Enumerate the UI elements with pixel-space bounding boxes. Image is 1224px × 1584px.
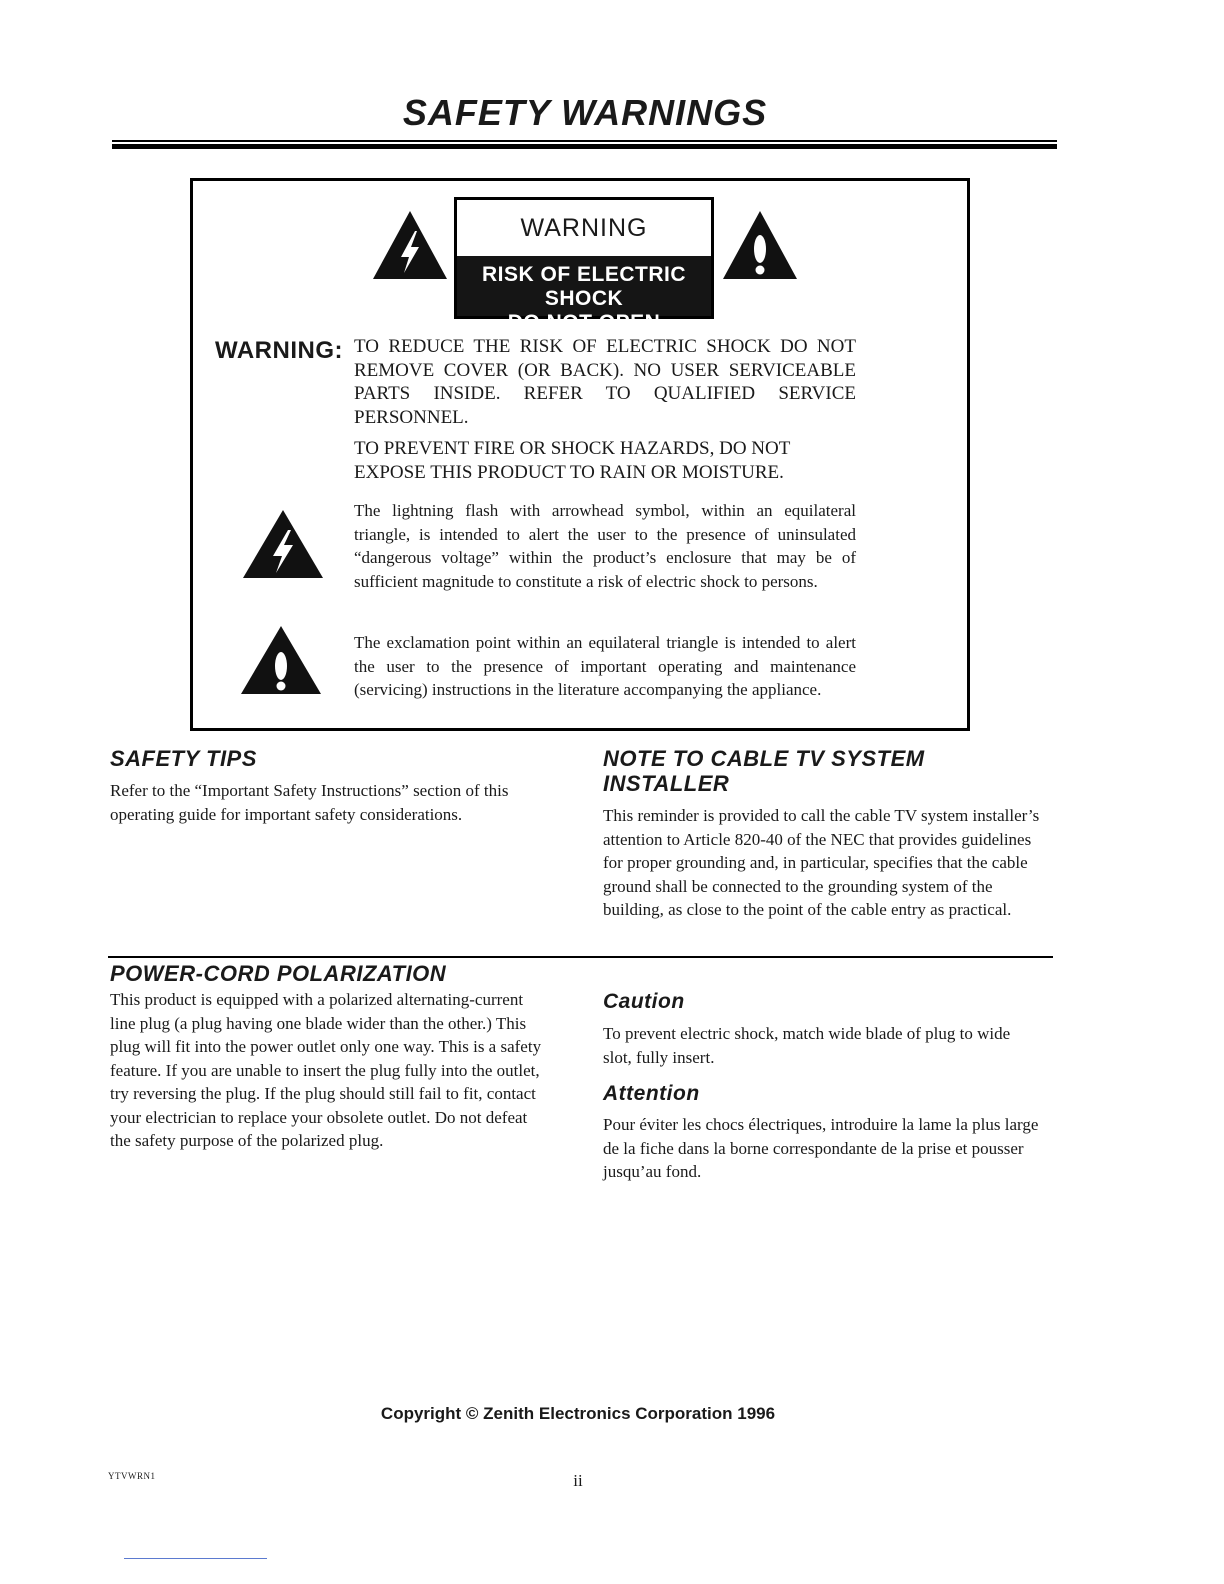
warning-label-line2: DO NOT OPEN bbox=[507, 311, 661, 334]
cable-note-text: This reminder is provided to call the cable TV system installer’s attention to Article 820-40 of the NEC that provides guidelines for proper grounding and, in particular, specifies that the cable ground shall be connected to the grounding system of the building, as close to the point of the cable entry as practical. bbox=[603, 806, 1040, 919]
safety-tips-text: Refer to the “Important Safety Instructions” section of this operating guide for important safety considerations. bbox=[110, 781, 509, 824]
attention-text: Pour éviter les chocs électriques, introduire la lame la plus large de la fiche dans la borne correspondante de la prise et pousser jusqu’au fond. bbox=[603, 1115, 1039, 1181]
page-number: ii bbox=[573, 1471, 583, 1490]
exclamation-symbol-description: The exclamation point within an equilateral triangle is intended to alert the user to the presence of important operating and maintenance (servicing) instructions in the literature accompanying the appliance. bbox=[354, 633, 856, 699]
caution-text: To prevent electric shock, match wide blade of plug to wide slot, fully insert. bbox=[603, 1024, 1011, 1067]
lightning-triangle-icon bbox=[241, 508, 325, 580]
lightning-triangle-icon bbox=[371, 209, 449, 281]
warning-label-line1: RISK OF ELECTRIC SHOCK bbox=[481, 263, 686, 310]
warning-label-title: WARNING bbox=[520, 214, 648, 242]
warning-label-banner bbox=[457, 256, 711, 334]
title-rule-thin bbox=[112, 140, 1057, 142]
warning-heading: WARNING: bbox=[215, 337, 343, 364]
exclamation-triangle-icon bbox=[239, 624, 323, 696]
warning-text-cover: TO REDUCE THE RISK OF ELECTRIC SHOCK DO NOT REMOVE COVER (OR BACK). NO USER SERVICEABLE PARTS INSIDE. REFER TO QUALIFIED SERVICE PERSONNEL. bbox=[354, 336, 856, 428]
warning-text-moisture: TO PREVENT FIRE OR SHOCK HAZARDS, DO NOT EXPOSE THIS PRODUCT TO RAIN OR MOISTURE. bbox=[354, 438, 790, 483]
cable-note-heading: NOTE TO CABLE TV SYSTEM INSTALLER bbox=[603, 746, 925, 796]
page-title: SAFETY WARNINGS bbox=[402, 92, 768, 133]
attention-heading: Attention bbox=[603, 1082, 700, 1105]
bottom-underline bbox=[124, 1558, 267, 1559]
document-code: YTVWRN1 bbox=[108, 1471, 156, 1481]
power-cord-text: This product is equipped with a polarized alternating-current line plug (a plug having one blade wider than the other.) This plug will fit into the power outlet only one way. This is a safety feature. If you are unable to insert the plug fully into the outlet, try reversing the plug. If the plug should still fail to fit, contact your electrician to replace your obsolete outlet. Do not defeat the safety purpose of the polarized plug. bbox=[110, 990, 542, 1150]
title-rule-thick bbox=[112, 144, 1057, 149]
lightning-symbol-description: The lightning flash with arrowhead symbol, within an equilateral triangle, is intended to alert the user to the presence of uninsulated “dangerous voltage” within the product’s enclosure that may be of sufficient magnitude to constitute a risk of electric shock to persons. bbox=[354, 501, 856, 591]
power-cord-heading: POWER-CORD POLARIZATION bbox=[110, 961, 447, 986]
caution-heading: Caution bbox=[603, 990, 685, 1013]
section-divider bbox=[108, 956, 1053, 958]
exclamation-triangle-icon bbox=[721, 209, 799, 281]
copyright-notice: Copyright © Zenith Electronics Corporation 1996 bbox=[380, 1404, 776, 1423]
warning-label bbox=[454, 197, 714, 334]
safety-tips-heading: SAFETY TIPS bbox=[110, 746, 257, 771]
